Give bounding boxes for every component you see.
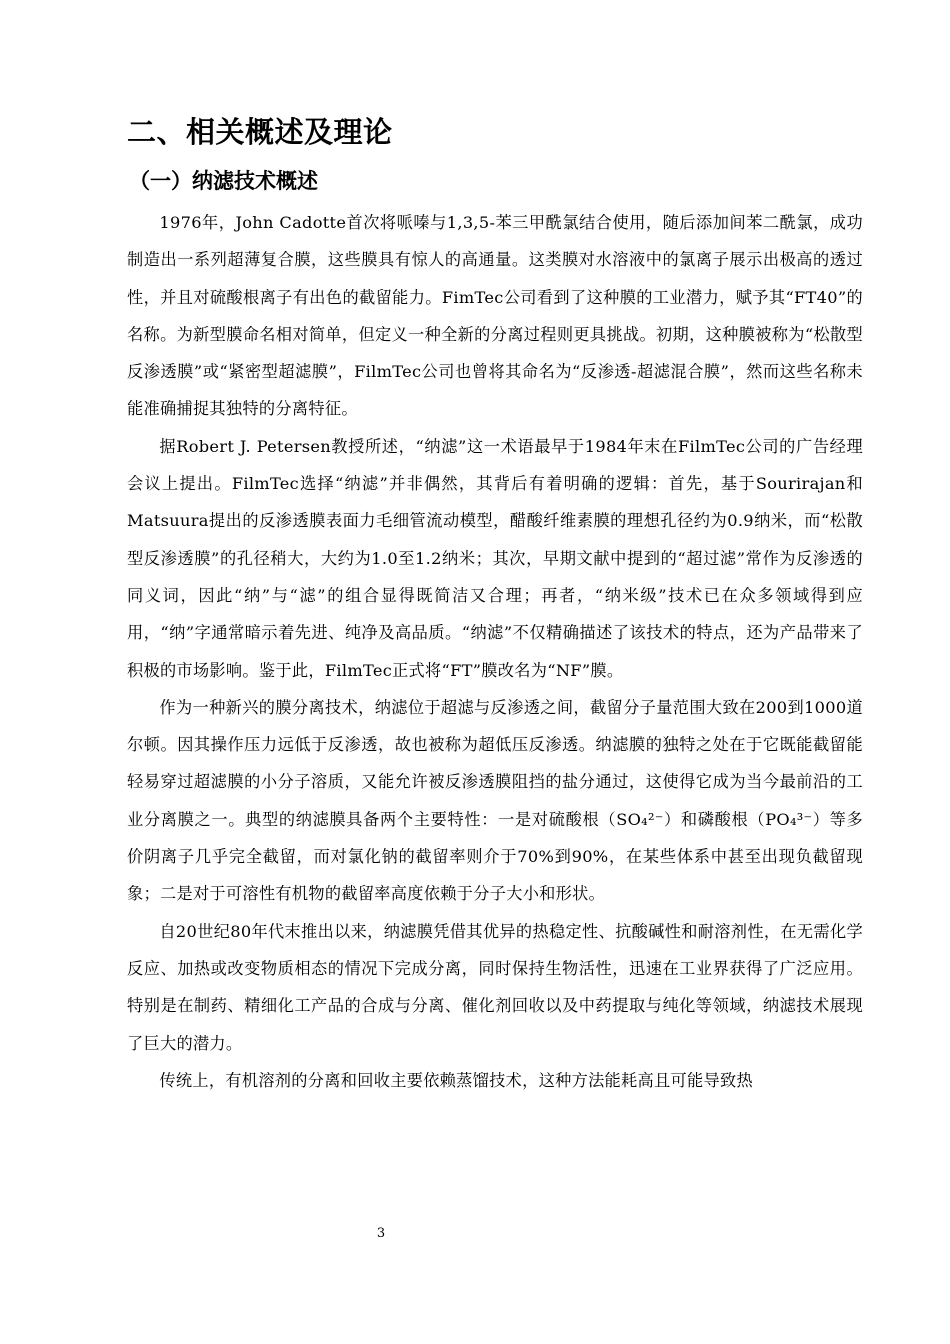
page-number: 3 — [376, 1226, 386, 1241]
paragraph-2: 据Robert J. Petersen教授所述，“纳滤”这一术语最早于1984年末在FilmTec公司的广告经理会议上提出。FilmTec选择“纳滤”并非偶然，其背后有着明确的逻辑：首先，基于Sourirajan和Matsuura提出的反渗透膜表面力毛细管流动模型，醋酸纤维素膜的理想孔径约为0.9纳米，而“松散型反渗透膜”的孔径稍大，大约为1.0至1.2纳米；其次，早期文献中提到的“超过滤”常作为反渗透的同义词，因此“纳”与“滤”的组合显得既简洁又合理；再者，“纳米级”技术已在众多领域得到应用，“纳”字通常暗示着先进、纯净及高品质。“纳滤”不仅精确描述了该技术的特点，还为产品带来了积极的市场影响。鉴于此，FilmTec正式将“FT”膜改名为“NF”膜。 — [127, 436, 863, 680]
subsection-heading: （一）纳滤技术概述 — [129, 169, 318, 193]
paragraph-1: 1976年，John Cadotte首次将哌嗪与1,3,5-苯三甲酰氯结合使用，随后添加间苯二酰氯，成功制造出一系列超薄复合膜，这些膜具有惊人的高通量。这类膜对水溶液中的氯离子展示出极高的透过性，并且对硫酸根离子有出色的截留能力。FimTec公司看到了这种膜的工业潜力，赋予其“FT40”的名称。为新型膜命名相对简单，但定义一种全新的分离过程则更具挑战。初期，这种膜被称为“松散型反渗透膜”或“紧密型超滤膜”，FilmTec公司也曾将其命名为“反渗透-超滤混合膜”，然而这些名称未能准确捕捉其独特的分离特征。 — [127, 213, 863, 419]
paragraph-3: 作为一种新兴的膜分离技术，纳滤位于超滤与反渗透之间，截留分子量范围大致在200到1000道尔顿。因其操作压力远低于反渗透，故也被称为超低压反渗透。纳滤膜的独特之处在于它既能截留能轻易穿过超滤膜的小分子溶质，又能允许被反渗透膜阻挡的盐分通过，这使得它成为当今最前沿的工业分离膜之一。典型的纳滤膜具备两个主要特性：一是对硫酸根（SO₄²⁻）和磷酸根（PO₄³⁻）等多价阴离子几乎完全截留，而对氯化钠的截留率则介于70%到90%，在某些体系中甚至出现负截留现象；二是对于可溶性有机物的截留率高度依赖于分子大小和形状。 — [127, 697, 863, 904]
section-heading: 二、相关概述及理论 — [127, 115, 393, 149]
paragraph-5: 传统上，有机溶剂的分离和回收主要依赖蒸馏技术，这种方法能耗高且可能导致热 — [159, 1070, 753, 1090]
page-content — [127, 110, 863, 1099]
paragraph-4: 自20世纪80年代末推出以来，纳滤膜凭借其优异的热稳定性、抗酸碱性和耐溶剂性，在无需化学反应、加热或改变物质相态的情况下完成分离，同时保持生物活性，迅速在工业界获得了广泛应用。特别是在制药、精细化工产品的合成与分离、催化剂回收以及中药提取与纯化等领域，纳滤技术展现了巨大的潜力。 — [127, 921, 863, 1053]
